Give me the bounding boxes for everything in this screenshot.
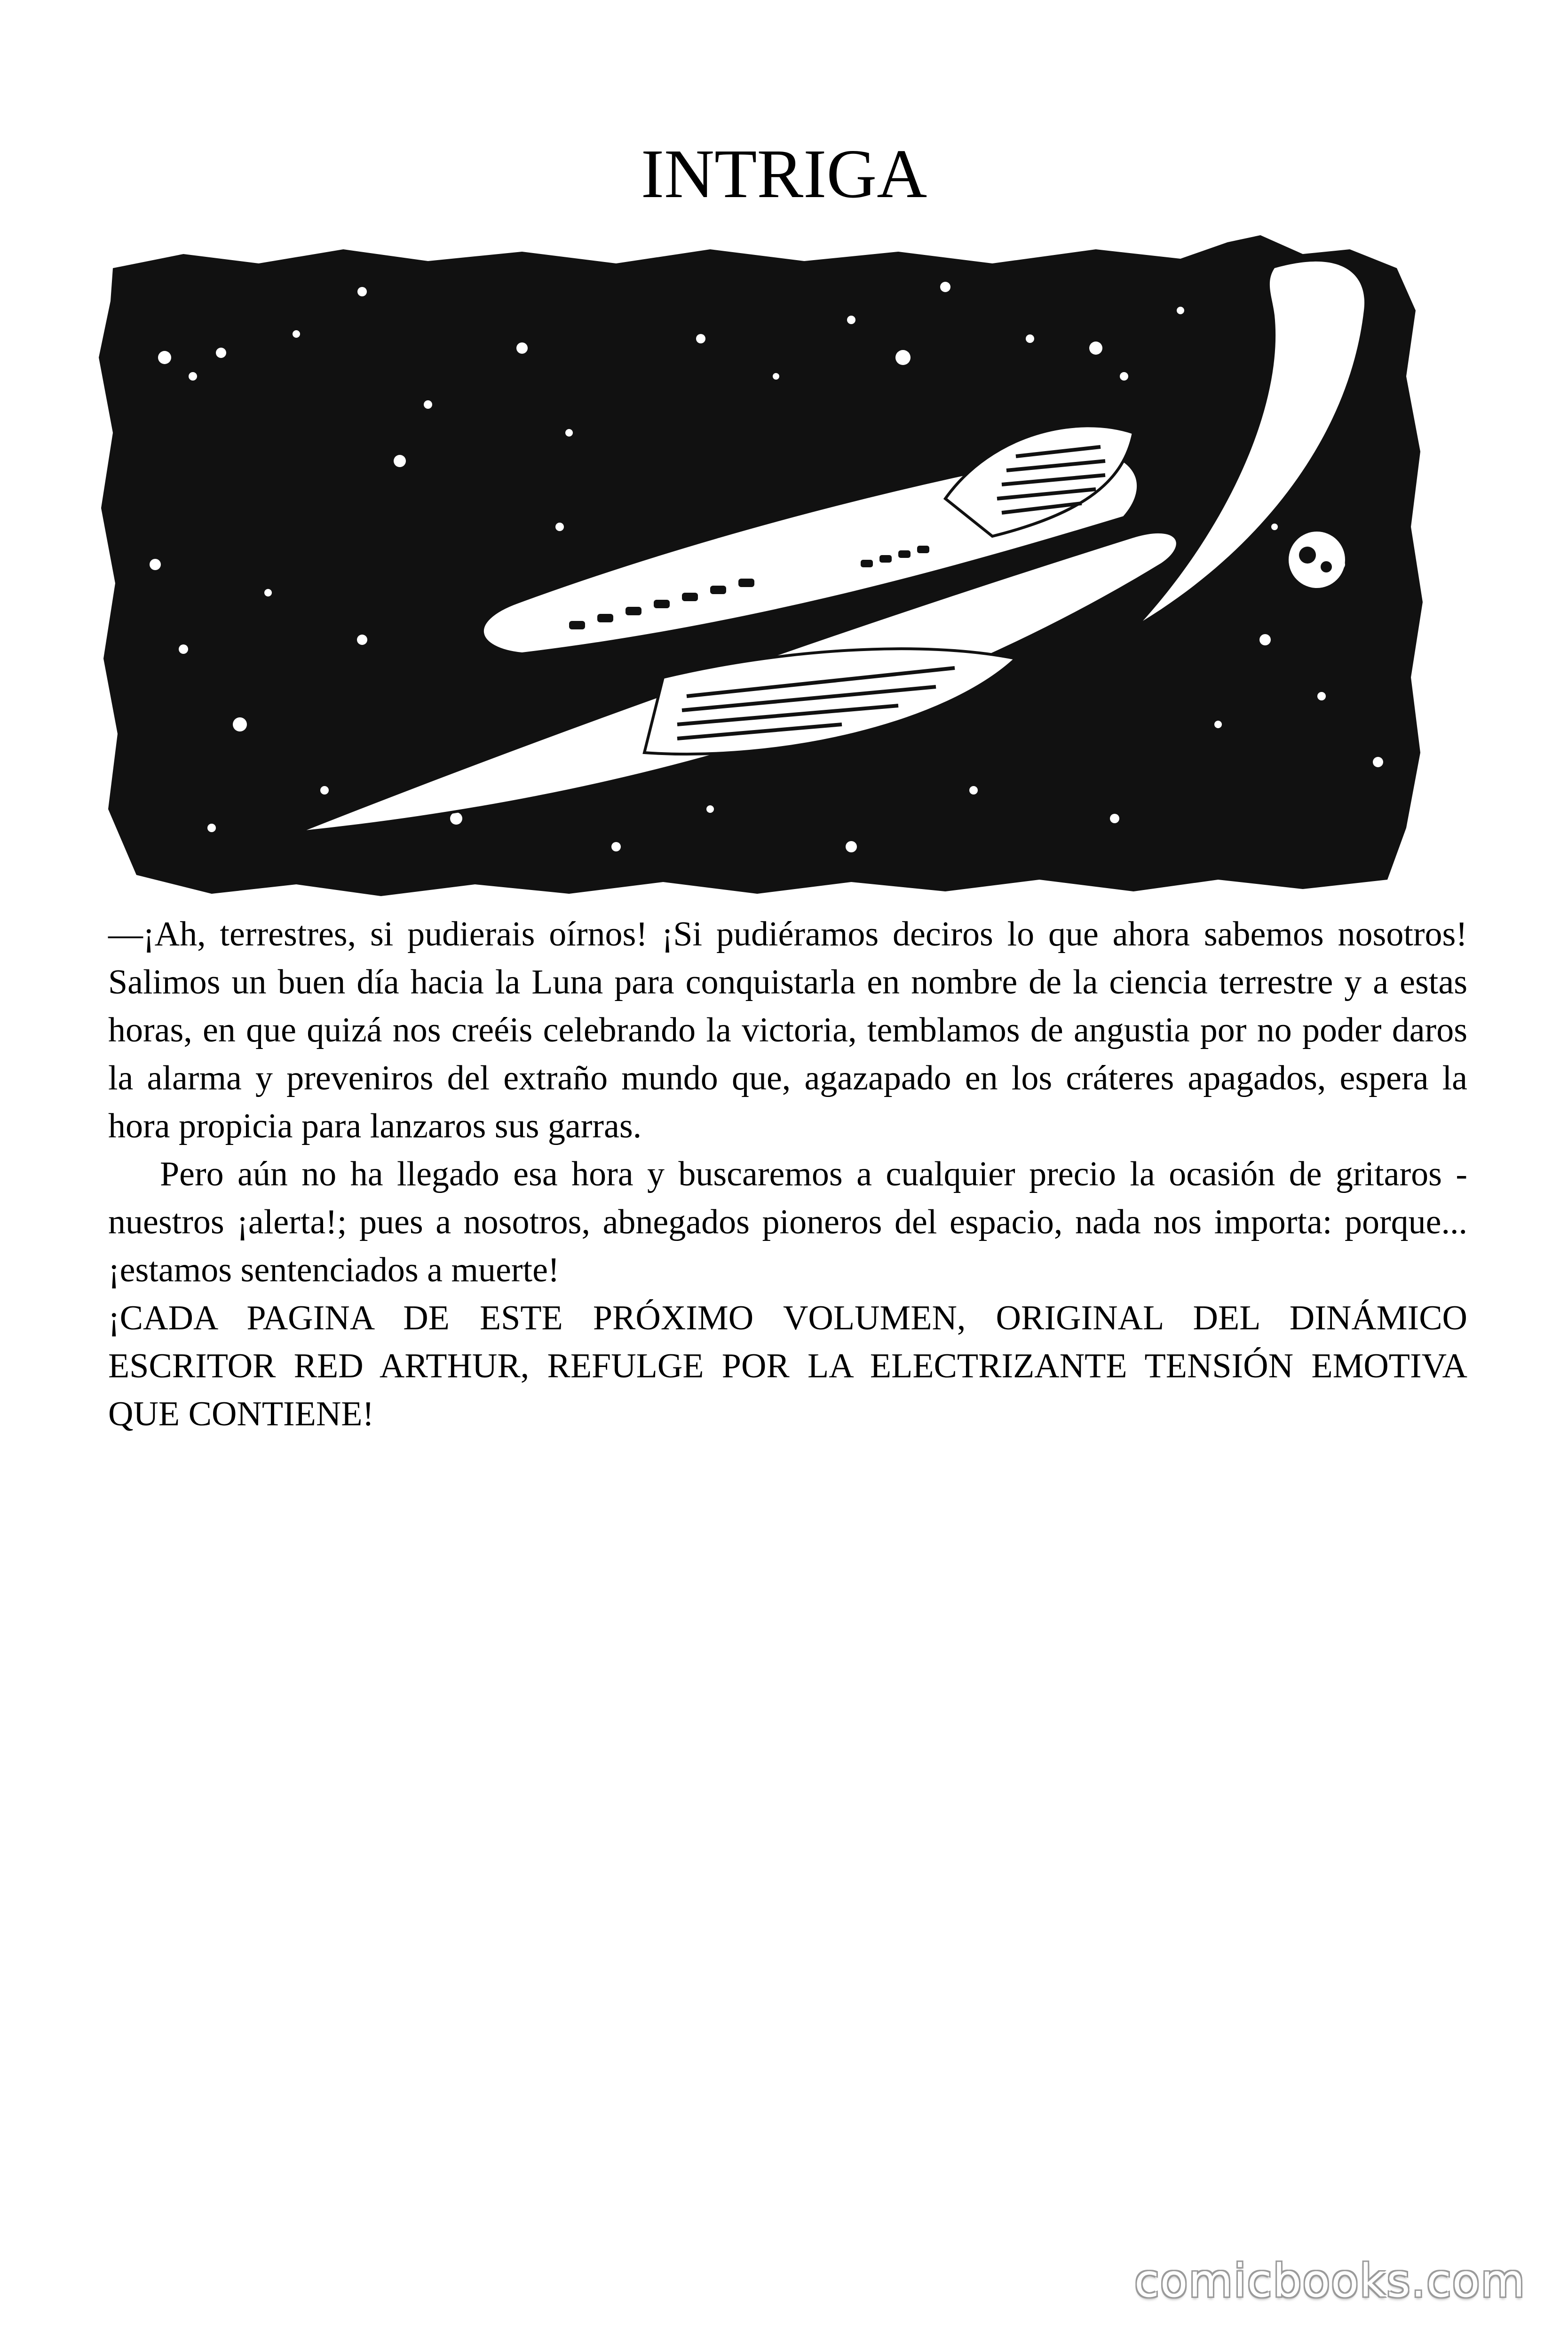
paragraph-2: Pero aún no ha llegado esa hora y buscaremos a cualquier precio la ocasión de gritaros -nuestros ¡alerta!; pues a nosotros, abnegados pioneros del espacio, nada nos importa: porque... ¡estamos sentenciados a muerte! (108, 1155, 1467, 1289)
spaceship-illustration (99, 235, 1425, 903)
spaceship-icon (99, 235, 1425, 903)
blurb-paragraph: ¡CADA PAGINA DE ESTE PRÓXIMO VOLUMEN, ORIGINAL DEL DINÁMICO ESCRITOR RED ARTHUR, REFULGE POR LA ELECTRIZANTE TENSIÓN EMOTIVA QUE CONTIENE! (108, 1299, 1467, 1433)
text-block (108, 910, 1467, 1438)
watermark-logo: comicbooks.com (1134, 2255, 1526, 2307)
moon (1289, 532, 1345, 588)
paragraph-1: —¡Ah, terrestres, si pudierais oírnos! ¡Si pudiéramos deciros lo que ahora sabemos nosotros! Salimos un buen día hacia la Luna para conquistarla en nombre de la ciencia terrestre y a estas horas, en que quizá nos creéis celebrando la victoria, temblamos de angustia por no poder daros la alarma y preveniros del extraño mundo que, agazapado en los cráteres apagados, espera la hora propicia para lanzaros sus garras. (108, 915, 1467, 1145)
title-line-1: INTRIGA (641, 135, 927, 213)
